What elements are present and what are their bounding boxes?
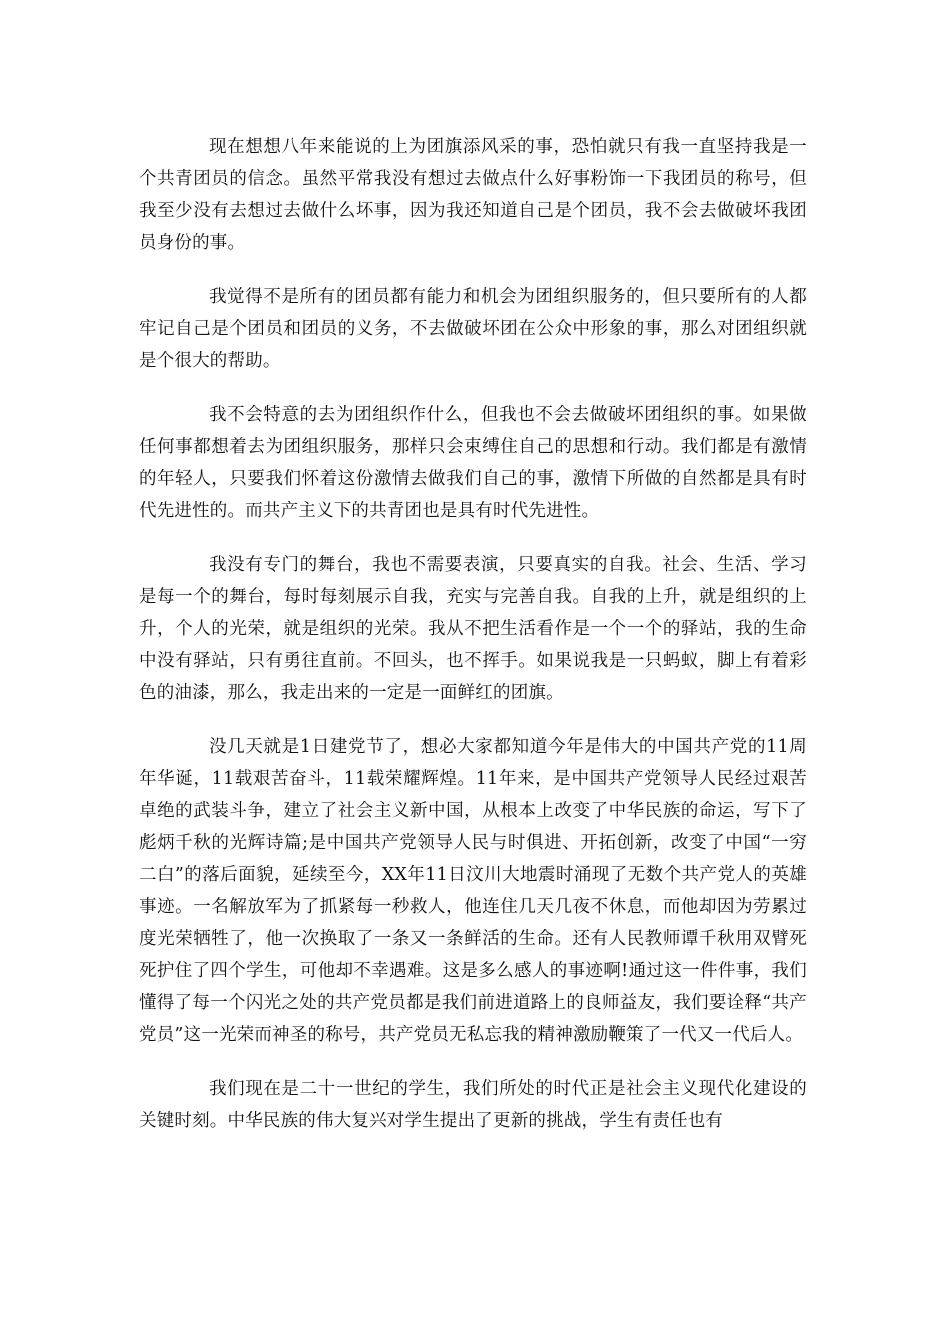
document-body xyxy=(139,131,807,1159)
paragraph: 我没有专门的舞台，我也不需要表演，只要真实的自我。社会、生活、学习是每一个的舞台，每时每刻展示自我，充实与完善自我。自我的上升，就是组织的上升，个人的光荣，就是组织的光荣。我从不把生活看作是一个一个的驿站，我的生命中没有驿站，只有勇往直前。不回头，也不挥手。如果说我是一只蚂蚁，脚上有着彩色的油漆，那么，我走出来的一定是一面鲜红的团旗。 xyxy=(139,555,807,703)
paragraph: 现在想想八年来能说的上为团旗添风采的事，恐怕就只有我一直坚持我是一个共青团员的信念。虽然平常我没有想过去做点什么好事粉饰一下我团员的称号，但我至少没有去想过去做什么坏事，因为我还知道自己是个团员，我不会去做破坏我团员身份的事。 xyxy=(139,137,807,253)
paragraph: 我觉得不是所有的团员都有能力和机会为团组织服务的，但只要所有的人都牢记自己是个团员和团员的义务，不去做破坏团在公众中形象的事，那么对团组织就是个很大的帮助。 xyxy=(139,287,807,371)
paragraph: 我们现在是二十一世纪的学生，我们所处的时代正是社会主义现代化建设的关键时刻。中华民族的伟大复兴对学生提出了更新的挑战，学生有责任也有 xyxy=(139,1079,807,1131)
paragraph: 我不会特意的去为团组织作什么，但我也不会去做破坏团组织的事。如果做任何事都想着去为团组织服务，那样只会束缚住自己的思想和行动。我们都是有激情的年轻人，只要我们怀着这份激情去做我们自己的事，激情下所做的自然都是具有时代先进性的。而共产主义下的共青团也是具有时代先进性。 xyxy=(139,405,807,521)
paragraph: 没几天就是1日建党节了，想必大家都知道今年是伟大的中国共产党的11周年华诞，11载艰苦奋斗，11载荣耀辉煌。11年来，是中国共产党领导人民经过艰苦卓绝的武装斗争，建立了社会主义新中国，从根本上改变了中华民族的命运，写下了彪炳千秋的光辉诗篇;是中国共产党领导人民与时俱进、开拓创新，改变了中国“一穷二白”的落后面貌，延续至今，XX年11日汶川大地震时涌现了无数个共产党人的英雄事迹。一名解放军为了抓紧每一秒救人，他连住几天几夜不休息，而他却因为劳累过度光荣牺牲了，他一次换取了一条又一条鲜活的生命。还有人民教师谭千秋用双臂死死护住了四个学生，可他却不幸遇难。这是多么感人的事迹啊!通过这一件件事，我们懂得了每一个闪光之处的共产党员都是我们前进道路上的良师益友，我们要诠释“共产党员”这一光荣而神圣的称号，共产党员无私忘我的精神激励鞭策了一代又一代后人。 xyxy=(139,737,807,1045)
